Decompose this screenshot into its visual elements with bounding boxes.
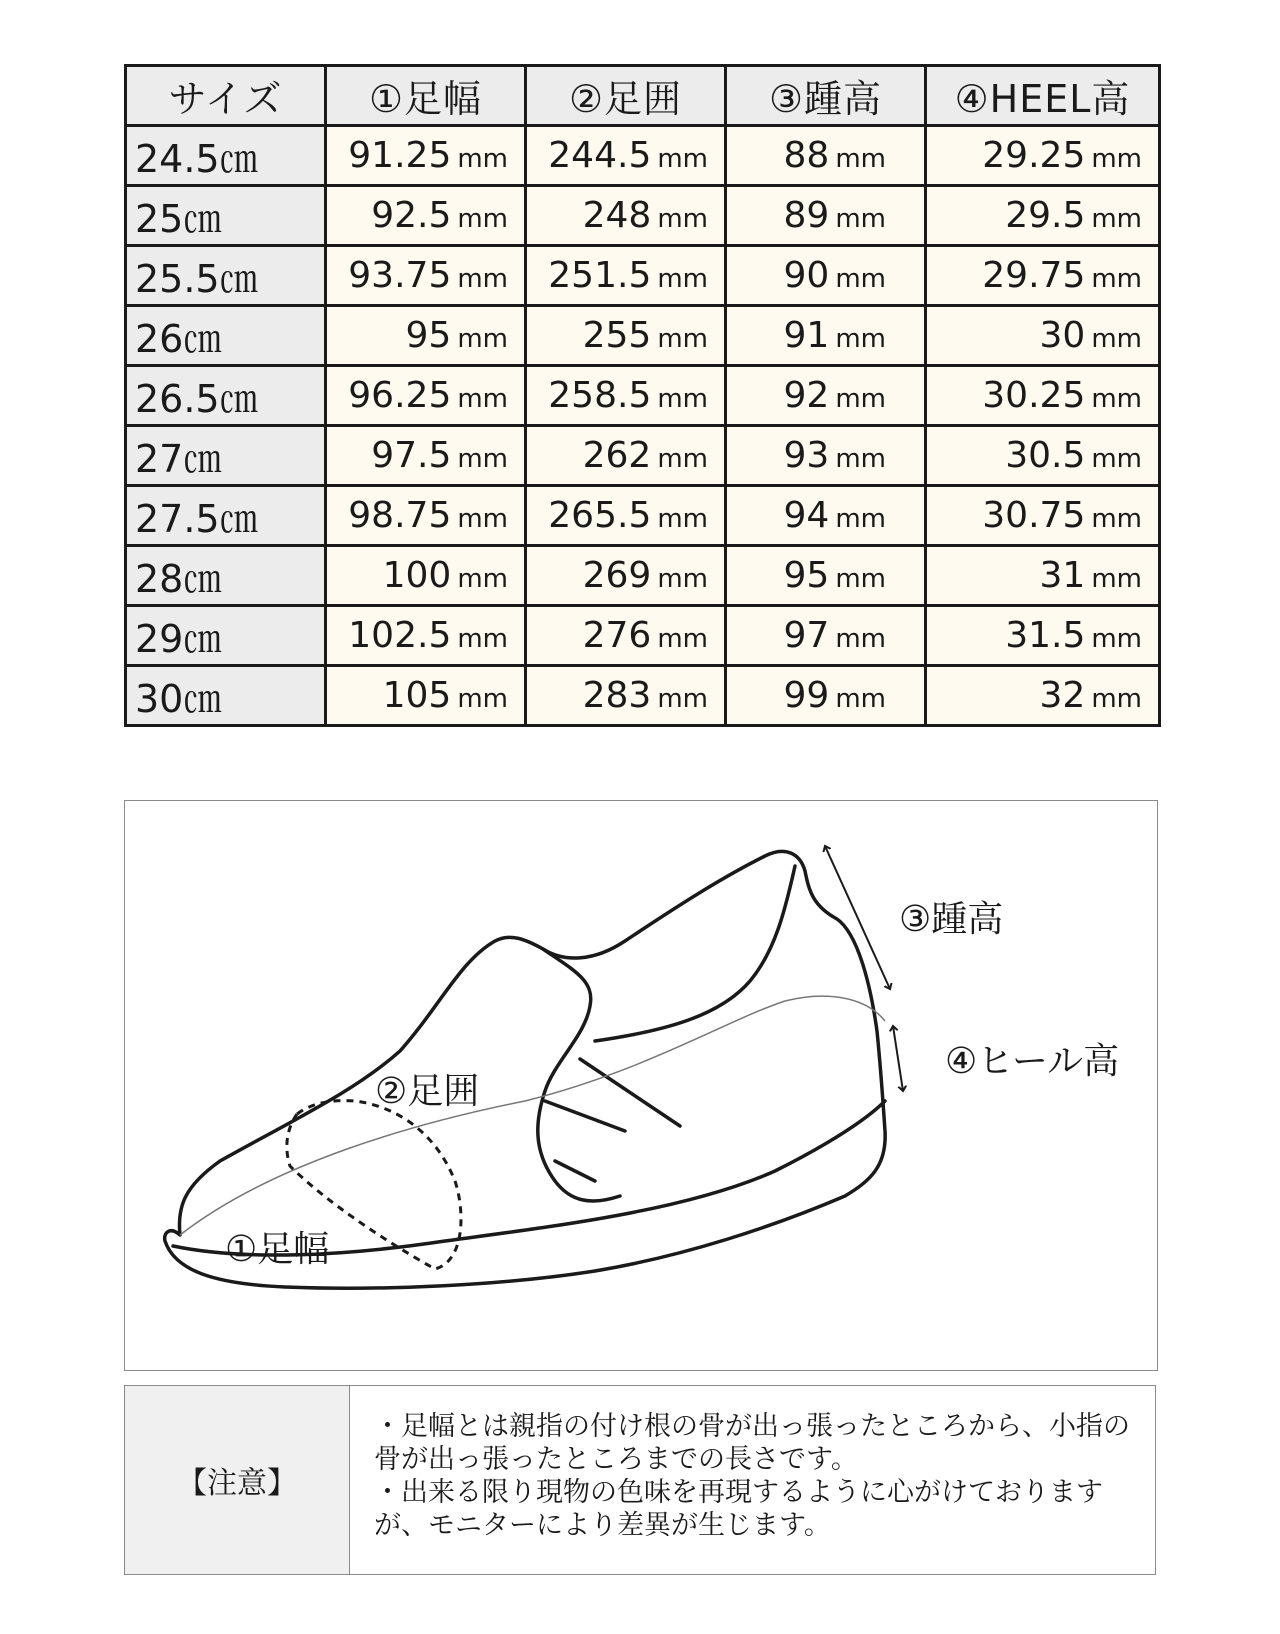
label-sole-heel: ④ヒール高 [945, 1041, 1120, 1082]
foot-girth-cell [526, 546, 726, 606]
table-row [126, 606, 1160, 666]
table-row [126, 366, 1160, 426]
value-unit: mm [657, 624, 708, 654]
size-table [124, 64, 1161, 727]
size-cell: 26.5㎝ [126, 366, 326, 426]
value-unit: mm [1091, 144, 1142, 174]
value-number: 258.5 [548, 375, 652, 416]
value-unit: mm [457, 324, 508, 354]
table-row [126, 246, 1160, 306]
value-number: 269 [582, 555, 652, 596]
note-label: 【注意】 [125, 1386, 350, 1574]
value-unit: mm [457, 624, 508, 654]
value-number: 244.5 [548, 135, 652, 176]
value-unit: mm [657, 504, 708, 534]
shoe-collar-inner [595, 866, 795, 1041]
heel-height-cell [726, 666, 926, 726]
value-unit: mm [457, 684, 508, 714]
table-row [126, 666, 1160, 726]
value-number: 262 [582, 435, 652, 476]
foot-girth-cell [526, 426, 726, 486]
value-number: 29.75 [982, 255, 1086, 296]
value-unit: mm [835, 564, 886, 594]
note-line: が、モニターにより差異が生じます。 [374, 1510, 831, 1541]
foot-width-cell [326, 426, 526, 486]
value-number: 99 [783, 675, 830, 716]
sole-heel-cell [926, 306, 1160, 366]
value-number: 105 [382, 675, 452, 716]
value-number: 100 [382, 555, 452, 596]
note-body [350, 1386, 1155, 1574]
table-row [126, 186, 1160, 246]
value-unit: mm [657, 444, 708, 474]
value-unit: mm [835, 684, 886, 714]
value-number: 89 [783, 195, 830, 236]
note-line: ・出来る限り現物の色味を再現するように心がけております [374, 1477, 1103, 1508]
value-unit: mm [657, 264, 708, 294]
note-line: ・足幅とは親指の付け根の骨が出っ張ったところから、小指の [374, 1411, 1130, 1442]
value-unit: mm [457, 144, 508, 174]
value-number: 283 [582, 675, 652, 716]
size-cell: 27㎝ [126, 426, 326, 486]
value-unit: mm [457, 264, 508, 294]
value-unit: mm [457, 444, 508, 474]
value-number: 91.25 [348, 135, 452, 176]
sole-heel-cell [926, 366, 1160, 426]
foot-girth-cell [526, 666, 726, 726]
size-cell: 30㎝ [126, 666, 326, 726]
value-number: 30.75 [982, 495, 1086, 536]
foot-width-cell [326, 186, 526, 246]
label-heel-height: ③踵高 [899, 899, 1004, 940]
foot-girth-cell [526, 486, 726, 546]
heel-height-cell [726, 126, 926, 186]
heel-height-cell [726, 426, 926, 486]
value-number: 92.5 [371, 195, 452, 236]
sole-heel-cell [926, 186, 1160, 246]
value-number: 97 [783, 615, 830, 656]
sole-heel-cell [926, 246, 1160, 306]
value-unit: mm [457, 384, 508, 414]
value-unit: mm [1091, 564, 1142, 594]
value-number: 98.75 [348, 495, 452, 536]
value-number: 255 [582, 315, 652, 356]
value-number: 95 [405, 315, 452, 356]
value-unit: mm [457, 204, 508, 234]
heel-height-cell [726, 246, 926, 306]
value-number: 91 [783, 315, 830, 356]
foot-width-cell [326, 486, 526, 546]
foot-width-cell [326, 306, 526, 366]
table-row [126, 306, 1160, 366]
table-row [126, 486, 1160, 546]
foot-width-cell [326, 366, 526, 426]
value-unit: mm [835, 624, 886, 654]
value-number: 30 [1039, 315, 1086, 356]
sole-heel-cell [926, 666, 1160, 726]
header-foot-width: ①足幅 [326, 66, 526, 126]
value-number: 32 [1039, 675, 1086, 716]
table-row [126, 546, 1160, 606]
size-cell: 29㎝ [126, 606, 326, 666]
table-row [126, 126, 1160, 186]
header-size: サイズ [126, 66, 326, 126]
value-unit: mm [657, 204, 708, 234]
foot-width-cell [326, 126, 526, 186]
table-row [126, 426, 1160, 486]
sole-heel-arrow [893, 1026, 903, 1091]
value-unit: mm [835, 504, 886, 534]
size-cell: 25.5㎝ [126, 246, 326, 306]
heel-height-cell [726, 306, 926, 366]
header-sole-heel: ④HEEL高 [926, 66, 1160, 126]
shoe-illustration [125, 801, 1159, 1372]
note-box [124, 1385, 1156, 1575]
value-unit: mm [457, 504, 508, 534]
value-unit: mm [1091, 384, 1142, 414]
foot-girth-cell [526, 186, 726, 246]
value-number: 30.25 [982, 375, 1086, 416]
value-unit: mm [835, 204, 886, 234]
size-cell: 28㎝ [126, 546, 326, 606]
value-unit: mm [1091, 444, 1142, 474]
value-number: 97.5 [371, 435, 452, 476]
foot-girth-cell [526, 366, 726, 426]
foot-girth-cell [526, 606, 726, 666]
value-number: 102.5 [348, 615, 452, 656]
value-number: 276 [582, 615, 652, 656]
value-unit: mm [657, 684, 708, 714]
table-header-row [126, 66, 1160, 126]
size-cell: 25㎝ [126, 186, 326, 246]
value-number: 94 [783, 495, 830, 536]
value-number: 93 [783, 435, 830, 476]
value-unit: mm [457, 564, 508, 594]
foot-width-cell [326, 246, 526, 306]
value-number: 90 [783, 255, 830, 296]
value-unit: mm [1091, 264, 1142, 294]
value-unit: mm [1091, 204, 1142, 234]
value-unit: mm [1091, 324, 1142, 354]
label-foot-width: ①足幅 [225, 1229, 330, 1270]
sole-heel-cell [926, 426, 1160, 486]
sole-heel-cell [926, 486, 1160, 546]
value-number: 93.75 [348, 255, 452, 296]
value-number: 251.5 [548, 255, 652, 296]
heel-height-cell [726, 186, 926, 246]
foot-width-cell [326, 666, 526, 726]
value-number: 88 [783, 135, 830, 176]
label-foot-girth: ②足囲 [375, 1071, 480, 1112]
size-cell: 27.5㎝ [126, 486, 326, 546]
value-number: 265.5 [548, 495, 652, 536]
size-cell: 26㎝ [126, 306, 326, 366]
value-unit: mm [1091, 624, 1142, 654]
value-unit: mm [657, 564, 708, 594]
value-unit: mm [657, 144, 708, 174]
value-unit: mm [835, 444, 886, 474]
value-unit: mm [835, 324, 886, 354]
foot-width-cell [326, 606, 526, 666]
heel-height-cell [726, 546, 926, 606]
value-number: 95 [783, 555, 830, 596]
value-number: 30.5 [1005, 435, 1086, 476]
note-line: 骨が出っ張ったところまでの長さです。 [374, 1444, 858, 1475]
value-number: 248 [582, 195, 652, 236]
value-number: 29.25 [982, 135, 1086, 176]
sole-heel-cell [926, 546, 1160, 606]
foot-girth-cell [526, 126, 726, 186]
heel-height-cell [726, 486, 926, 546]
value-unit: mm [657, 384, 708, 414]
value-number: 31 [1039, 555, 1086, 596]
sole-heel-cell [926, 126, 1160, 186]
value-number: 92 [783, 375, 830, 416]
header-foot-girth: ②足囲 [526, 66, 726, 126]
foot-width-cell [326, 546, 526, 606]
size-cell: 24.5㎝ [126, 126, 326, 186]
value-unit: mm [1091, 504, 1142, 534]
value-number: 96.25 [348, 375, 452, 416]
heel-height-cell [726, 606, 926, 666]
value-unit: mm [835, 384, 886, 414]
foot-girth-cell [526, 246, 726, 306]
shoe-insole-line [180, 996, 885, 1235]
value-unit: mm [1091, 684, 1142, 714]
heel-height-cell [726, 366, 926, 426]
foot-girth-cell [526, 306, 726, 366]
sole-heel-cell [926, 606, 1160, 666]
header-heel-height: ③踵高 [726, 66, 926, 126]
value-unit: mm [835, 264, 886, 294]
value-number: 31.5 [1005, 615, 1086, 656]
shoe-diagram [124, 800, 1158, 1371]
shoe-gore [545, 1059, 680, 1181]
value-number: 29.5 [1005, 195, 1086, 236]
value-unit: mm [657, 324, 708, 354]
value-unit: mm [835, 144, 886, 174]
